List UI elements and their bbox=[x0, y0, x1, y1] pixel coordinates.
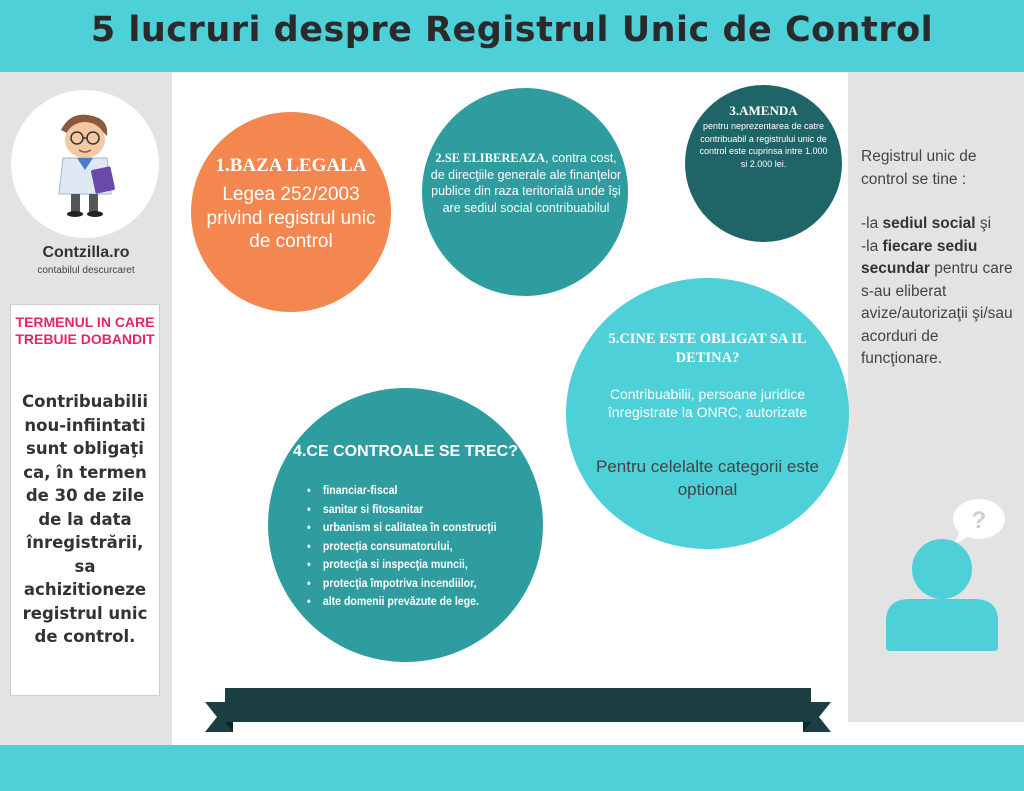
list-item: • protecţia consumatorului, bbox=[307, 537, 509, 556]
controls-title: 4.CE CONTROALE SE TREC? bbox=[293, 443, 518, 460]
svg-text:?: ? bbox=[971, 507, 987, 534]
issuing-text-block bbox=[430, 150, 622, 216]
deadline-text: Contribuabilii nou-infiintati sunt obligaţi ca, în termen de 30 de zile de la data înregistrării, sa achizitioneze registrul unic de control. bbox=[22, 392, 148, 646]
issuing-title: 2.SE ELIBEREAZA bbox=[435, 151, 546, 165]
issuing-text: , contra cost, de direcţiile generale ale finanţelor publice din raza teritorială unde îşi are sediul social contribuabilul bbox=[430, 151, 622, 215]
list-item: • protecţia împotriva incendiilor, bbox=[307, 574, 509, 593]
location-line-1: -la sediul social şi bbox=[861, 215, 992, 232]
controls-list bbox=[307, 481, 537, 611]
page-title: 5 lucruri despre Registrul Unic de Control bbox=[90, 10, 934, 50]
legal-basis-title: 1.BAZA LEGALA bbox=[215, 155, 367, 176]
list-item: • financiar-fiscal bbox=[307, 481, 509, 500]
list-item: • protecţia si inspecţia muncii, bbox=[307, 555, 509, 574]
location-bold-2: fiecare sediu secundar bbox=[861, 237, 978, 277]
obligation-title: 5.CINE ESTE OBLIGAT SA IL DETINA? bbox=[608, 331, 807, 366]
location-intro: Registrul unic de control se tine : bbox=[861, 148, 977, 188]
brand-tagline: contabilul descurcaret bbox=[37, 265, 135, 276]
location-bold-1: sediul social bbox=[882, 215, 976, 232]
ribbon-banner bbox=[205, 688, 831, 732]
location-line-2: -la fiecare sediu secundar pentru care s-au eliberat avize/autorizaţii şi/sau acorduri de funcţionare. bbox=[861, 237, 1013, 367]
list-item: • alte domenii prevăzute de lege. bbox=[307, 592, 509, 611]
legal-basis-text: Legea 252/2003 privind registrul unic de control bbox=[206, 184, 376, 252]
person-question-icon bbox=[880, 495, 1005, 655]
doctor-mascot-icon bbox=[11, 90, 159, 238]
fine-text: pentru neprezentarea de catre contribuabil a registrului unic de control este cuprinsa intre 1.000 si 2.000 lei. bbox=[699, 121, 828, 169]
fine-title: 3.AMENDA bbox=[729, 103, 798, 118]
brand-name: Contzilla.ro bbox=[42, 244, 130, 261]
obligation-text: Contribuabilii, persoane juridice înregistrate la ONRC, autorizate bbox=[607, 386, 808, 420]
mascot-avatar bbox=[11, 90, 159, 238]
obligation-note: Pentru celelalte categorii este optional bbox=[595, 457, 820, 499]
list-item: • urbanism si calitatea în construcţii bbox=[307, 518, 509, 537]
location-info bbox=[861, 146, 1021, 371]
footer-bar bbox=[0, 745, 1024, 791]
deadline-heading: TERMENUL IN CARE TREBUIE DOBANDIT bbox=[15, 314, 155, 347]
list-item: • sanitar si fitosanitar bbox=[307, 500, 509, 519]
